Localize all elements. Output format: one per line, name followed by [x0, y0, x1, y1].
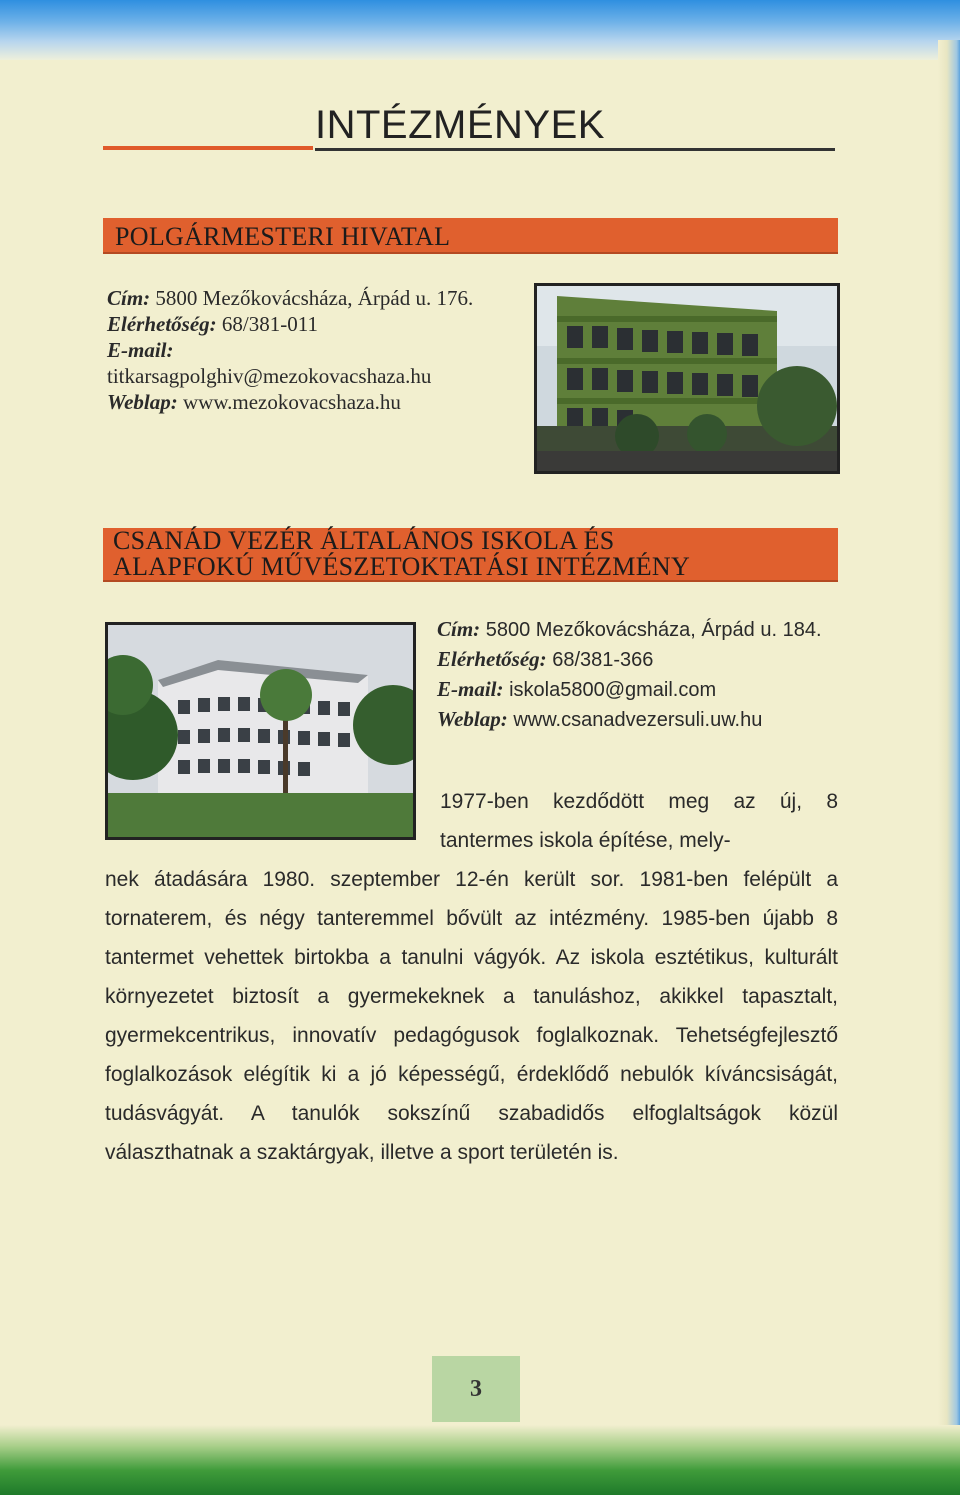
phone-line	[437, 645, 837, 675]
email-line	[437, 675, 837, 705]
section-header-school	[103, 528, 838, 582]
address-value: 5800 Mezőkovácsháza, Árpád u. 176.	[155, 286, 474, 310]
school-description-start: 1977-ben kezdődött meg az új, 8 tantermes iskola építése, mely-	[440, 790, 838, 852]
web-line	[107, 389, 537, 415]
address-line	[107, 285, 537, 311]
school-description-continued: nek átadására 1980. szeptember 12-én került sor. 1981-ben felépült a tornaterem, és négy tanteremmel bővült az intézmény. 1985-ben újabb 8 tantermet vehettek birtokba a tanulni vágyók. Az iskola esztétikus, kulturált környezetet biztosít a gyermekeknek a tanuláshoz, akikkel tapasztalt, gyermekcentrikus, innovatív pedagógusok foglalkoznak. Tehetségfejlesztő foglalkozások elégítik ki a jó képességű, érdeklődő nebulók kíváncsiságát, tudásvágyát. A tanulók sokszínű szabadidős elfoglaltságok közül választhatnak a szaktárgyak, illetve a sport területén is.	[105, 868, 838, 1164]
title-underline-accent	[103, 146, 313, 150]
web-line	[437, 705, 837, 735]
section-title	[113, 528, 690, 580]
web-label: Weblap:	[107, 390, 178, 414]
address-line	[437, 615, 837, 645]
phone-line	[107, 311, 537, 337]
section-title: POLGÁRMESTERI HIVATAL	[115, 222, 451, 251]
email-label: E-mail:	[107, 338, 174, 362]
page-title: INTÉZMÉNYEK	[315, 102, 835, 151]
phone-label: Elérhetőség:	[437, 647, 547, 671]
school-photo	[105, 622, 416, 840]
address-value: 5800 Mezőkovácsháza, Árpád u. 184.	[485, 619, 822, 641]
section-header-mayors-office	[103, 218, 838, 254]
phone-label: Elérhetőség:	[107, 312, 217, 336]
school-contact	[437, 615, 837, 735]
email-value[interactable]: iskola5800@gmail.com	[509, 679, 717, 701]
email-label: E-mail:	[437, 677, 504, 701]
web-label: Weblap:	[437, 707, 508, 731]
address-label: Cím:	[107, 286, 151, 310]
page-number: 3	[432, 1356, 520, 1422]
web-link[interactable]: www.mezokovacshaza.hu	[183, 390, 401, 414]
phone-value: 68/381-366	[552, 649, 654, 671]
section-title-line2: ALAPFOKÚ MŰVÉSZETOKTATÁSI INTÉZMÉNY	[113, 552, 691, 581]
right-decorative-edge	[938, 40, 960, 1440]
top-decorative-band	[0, 0, 960, 60]
web-link[interactable]: www.csanadvezersuli.uw.hu	[513, 709, 763, 731]
address-label: Cím:	[437, 617, 481, 641]
email-line	[107, 337, 537, 363]
phone-value: 68/381-011	[221, 312, 318, 336]
bottom-decorative-band	[0, 1425, 960, 1495]
mayors-office-contact	[107, 285, 537, 415]
town-hall-photo	[534, 283, 840, 474]
email-value[interactable]: titkarsagpolghiv@mezokovacshaza.hu	[107, 364, 432, 388]
section-title-line1: CSANÁD VEZÉR ÁLTALÁNOS ISKOLA ÉS	[113, 526, 615, 555]
